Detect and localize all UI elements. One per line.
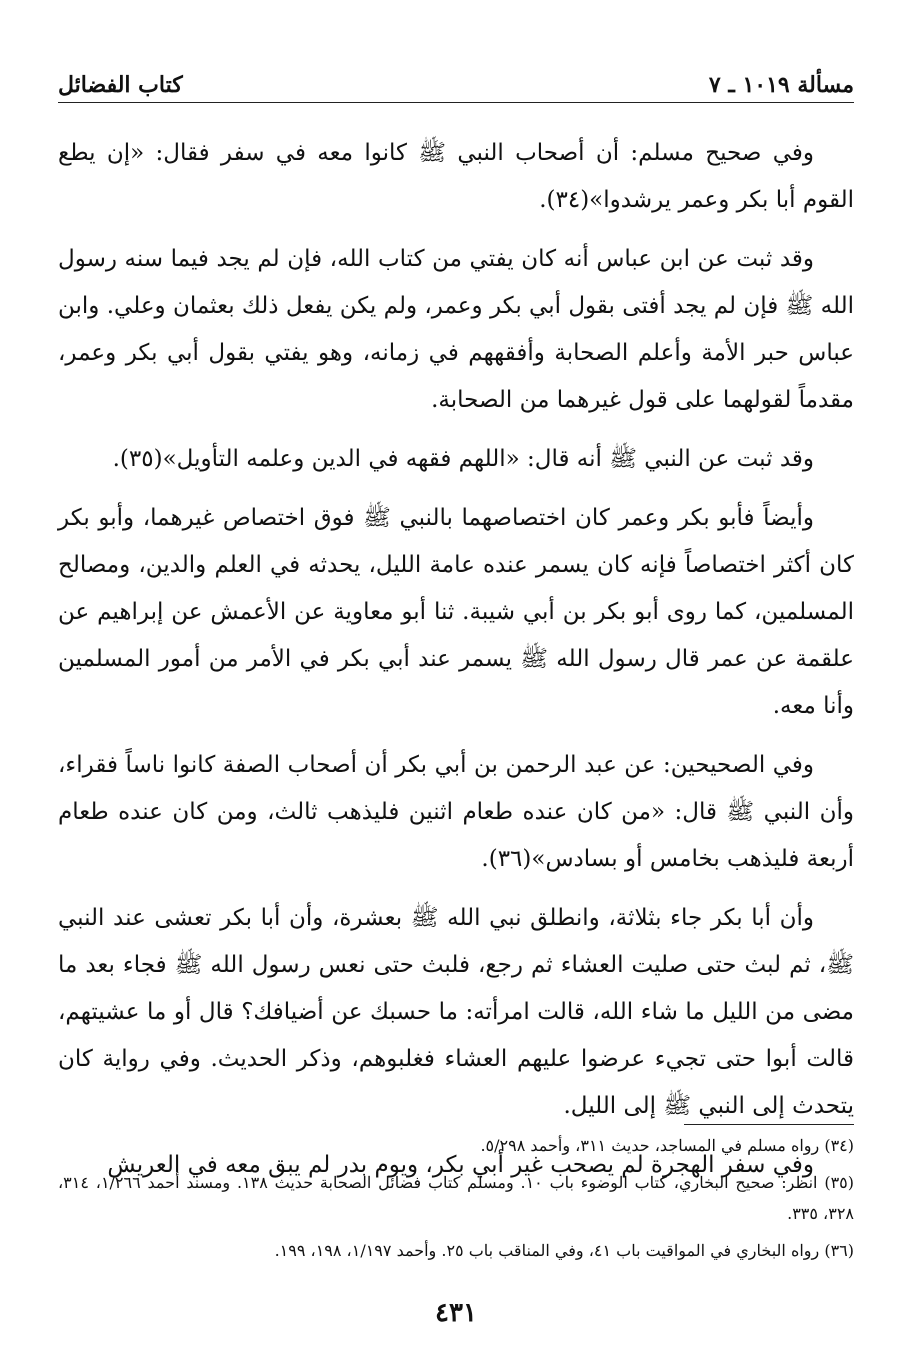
paragraph: وفي صحيح مسلم: أن أصحاب النبي ﷺ كانوا معه في سفر فقال: «إن يطع القوم أبا بكر وعمر يرشدوا»(٣٤). xyxy=(58,140,854,213)
footnote: (٣٤) رواه مسلم في المساجد، حديث ٣١١، وأحمد ٥/٢٩٨. xyxy=(480,1136,854,1155)
footnote-divider xyxy=(684,1124,854,1125)
header-book-title: كتاب الفضائل xyxy=(58,72,183,98)
footnote: (٣٥) انظر: صحيح البخاري، كتاب الوضوء باب ١٠. ومسلم كتاب فضائل الصحابة حديث ١٣٨. ومسند أحمد ١/٢٦٦، ٣١٤، ٣٢٨، ٣٣٥. xyxy=(58,1173,854,1223)
paragraph: وفي الصحيحين: عن عبد الرحمن بن أبي بكر أن أصحاب الصفة كانوا ناساً فقراء، وأن النبي ﷺ قال: «من كان عنده طعام اثنين فليذهب ثالث، ومن كان عنده طعام أربعة فليذهب بخامس أو بسادس»(٣٦). xyxy=(58,752,854,872)
paragraph: وأيضاً فأبو بكر وعمر كان اختصاصهما بالنبي ﷺ فوق اختصاص غيرهما، وأبو بكر كان أكثر اختصاصاً فإنه كان يسمر عنده عامة الليل، يحدثه في العلم والدين، ومصالح المسلمين، كما روى أبو بكر بن أبي شيبة. ثنا أبو معاوية عن الأعمش عن إبراهيم عن علقمة عن عمر قال رسول الله ﷺ يسمر عند أبي بكر في الأمر من أمور المسلمين وأنا معه. xyxy=(58,505,854,719)
header-section-number: مسألة ١٠١٩ ـ ٧ xyxy=(708,72,854,98)
page-number: ٤٣١ xyxy=(435,1298,477,1328)
paragraph: وأن أبا بكر جاء بثلاثة، وانطلق نبي الله ﷺ بعشرة، وأن أبا بكر تعشى عند النبي ﷺ، ثم لبث حتى صليت العشاء ثم رجع، فلبث حتى نعس رسول الله ﷺ فجاء بعد ما مضى من الليل ما شاء الله، قالت امرأته: ما حسبك عن أضيافك؟ قال أو ما عشيتهم، قالت أبوا حتى تجيء عرضوا عليهم العشاء فغلبوهم، وذكر الحديث. وفي رواية كان يتحدث إلى النبي ﷺ إلى الليل. xyxy=(58,905,854,1119)
paragraph: وقد ثبت عن ابن عباس أنه كان يفتي من كتاب الله، فإن لم يجد فيما سنه رسول الله ﷺ فإن لم يجد أفتى بقول أبي بكر وعمر، ولم يكن يفعل ذلك بعثمان وعلي. وابن عباس حبر الأمة وأعلم الصحابة وأفقههم في زمانه، وهو يفتي بقول أبي بكر وعمر، مقدماً لقولهما على قول غيرهما من الصحابة. xyxy=(58,246,854,413)
main-text xyxy=(58,130,854,1201)
footnote: (٣٦) رواه البخاري في المواقيت باب ٤١، وفي المناقب باب ٢٥. وأحمد ١/١٩٧، ١٩٨، ١٩٩. xyxy=(274,1241,854,1260)
footnotes xyxy=(58,1130,854,1272)
paragraph: وفي سفر الهجرة لم يصحب غير أبي بكر، ويوم بدر لم يبق معه في العريش xyxy=(107,1152,814,1178)
running-header xyxy=(58,62,854,103)
paragraph: وقد ثبت عن النبي ﷺ أنه قال: «اللهم فقهه في الدين وعلمه التأويل»(٣٥). xyxy=(112,446,814,472)
